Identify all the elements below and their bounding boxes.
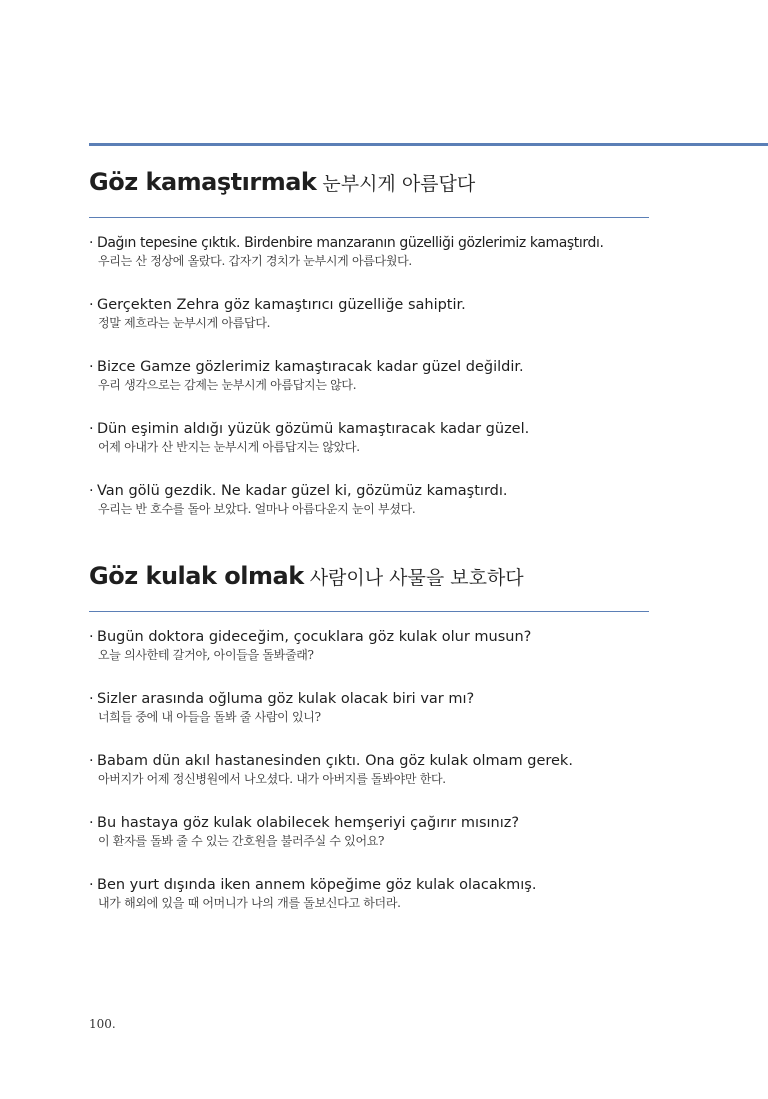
example-korean: 내가 해외에 있을 때 어머니가 나의 개를 돌보신다고 하더라. [98,896,401,910]
example-turkish: · Babam dün akıl hastanesinden çıktı. Ona göz kulak olmam gerek. [89,753,573,769]
top-divider [89,143,768,146]
example-korean: 오늘 의사한테 갈거야, 아이들을 돌봐줄래? [98,648,314,662]
example-korean: 정말 제흐라는 눈부시게 아름답다. [98,316,271,330]
example-turkish: · Bizce Gamze gözlerimiz kamaştıracak kadar güzel değildir. [89,359,524,375]
example-item [89,419,649,481]
bullet: · [89,691,94,707]
section-heading [89,168,649,204]
example-turkish: · Bugün doktora gideceğim, çocuklara göz kulak olur musun? [89,629,532,645]
heading-turkish: Göz kulak olmak [89,562,304,590]
example-item [89,481,649,543]
example-korean: 아버지가 어제 정신병원에서 나오셨다. 내가 아버지를 돌봐야만 한다. [98,772,446,786]
idiom-section-goz-kulak-olmak [89,562,649,937]
bullet: · [89,421,94,437]
idiom-section-goz-kamastirmak [89,168,649,543]
heading-korean: 눈부시게 아름답다 [322,173,476,195]
example-turkish: · Ben yurt dışında iken annem köpeğime göz kulak olacakmış. [89,877,537,893]
example-item [89,813,649,875]
example-korean: 우리는 산 정상에 올랐다. 갑자기 경치가 눈부시게 아름다웠다. [98,254,412,268]
bullet: · [89,359,94,375]
bullet: · [89,815,94,831]
example-item [89,357,649,419]
example-korean: 이 환자를 돌봐 줄 수 있는 간호원을 불러주실 수 있어요? [98,834,385,848]
bullet: · [89,235,94,251]
example-turkish: · Dağın tepesine çıktık. Birdenbire manzaranın güzelliği gözlerimiz kamaştırdı. [89,235,604,251]
example-item [89,627,649,689]
page-number: 100. [89,1017,116,1031]
example-turkish: · Gerçekten Zehra göz kamaştırıcı güzelliğe sahiptir. [89,297,466,313]
example-item [89,233,649,295]
example-turkish: · Van gölü gezdik. Ne kadar güzel ki, gözümüz kamaştırdı. [89,483,508,499]
example-item [89,689,649,751]
section-divider [89,611,649,612]
example-item [89,751,649,813]
example-korean: 우리 생각으로는 감제는 눈부시게 아름답지는 않다. [98,378,357,392]
example-turkish: · Sizler arasında oğluma göz kulak olacak biri var mı? [89,691,475,707]
bullet: · [89,483,94,499]
heading-turkish: Göz kamaştırmak [89,168,317,196]
example-korean: 어제 아내가 산 반지는 눈부시게 아름답지는 않았다. [98,440,360,454]
example-item [89,295,649,357]
example-item [89,875,649,937]
heading-korean: 사람이나 사물을 보호하다 [309,567,524,589]
example-korean: 너희들 중에 내 아들을 돌봐 줄 사람이 있니? [98,710,321,724]
example-turkish: · Bu hastaya göz kulak olabilecek hemşeriyi çağırır mısınız? [89,815,520,831]
example-korean: 우리는 반 호수를 돌아 보았다. 얼마나 아름다운지 눈이 부셨다. [98,502,416,516]
section-heading [89,562,649,598]
bullet: · [89,297,94,313]
example-turkish: · Dün eşimin aldığı yüzük gözümü kamaştıracak kadar güzel. [89,421,530,437]
section-divider [89,217,649,218]
bullet: · [89,753,94,769]
bullet: · [89,877,94,893]
bullet: · [89,629,94,645]
